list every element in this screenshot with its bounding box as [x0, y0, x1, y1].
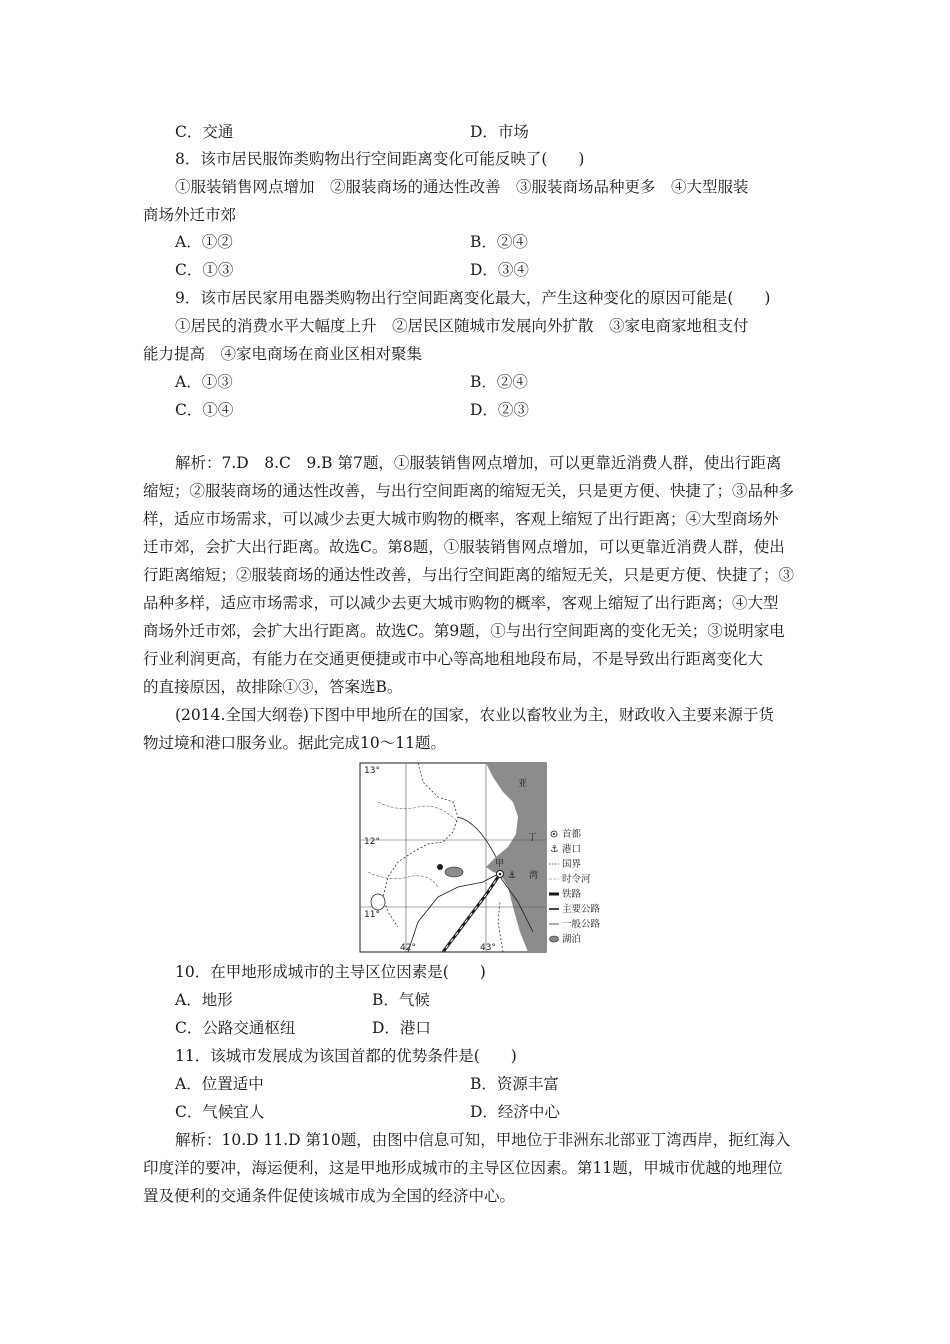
- q9-items-line1: ①居民的消费水平大幅度上升 ②居民区随城市发展向外扩散 ③家电商家地租支付: [175, 317, 749, 335]
- intro-line1: (2014.全国大纲卷)下图中甲地所在的国家，农业以畜牧业为主，财政收入主要来源于货: [175, 706, 774, 724]
- analysis1-line9: 的直接原因，故排除①③，答案选B。: [143, 678, 403, 696]
- djibouti-map: [358, 762, 628, 954]
- analysis2-line1: 解析：10.D 11.D 第10题，由图中信息可知，甲地位于非洲东北部亚丁湾西岸，扼红海入: [175, 1131, 791, 1149]
- intro-line2: 物过境和港口服务业。据此完成10～11题。: [143, 734, 446, 752]
- analysis1-line3: 样，适应市场需求，可以减少去更大城市购物的概率，客观上缩短了出行距离；④大型商场外: [143, 510, 779, 528]
- label-jia: 甲: [495, 859, 505, 869]
- q11-stem: 11．该城市发展成为该国首都的优势条件是( ): [175, 1047, 517, 1065]
- legend-railway: 铁路: [562, 889, 582, 900]
- analysis1-line2: 缩短；②服装商场的通达性改善，与出行空间距离的缩短无关，只是更方便、快捷了；③品种多: [143, 482, 795, 500]
- q9-option-d: D．②③: [470, 401, 529, 419]
- q7-option-d: D．市场: [470, 123, 529, 141]
- port-icon: ⚓: [550, 844, 559, 855]
- q9-option-b: B．②④: [470, 373, 528, 391]
- q10-option-b: B．气候: [372, 991, 430, 1009]
- analysis1-line6: 品种多样，适应市场需求，可以减少去更大城市购物的概率，客观上缩短了出行距离；④大型: [143, 594, 779, 612]
- q8-items-line1: ①服装销售网点增加 ②服装商场的通达性改善 ③服装商场品种更多 ④大型服装: [175, 178, 749, 196]
- q11-option-c: C．气候宜人: [175, 1103, 265, 1121]
- legend-main-road: 主要公路: [562, 904, 601, 915]
- q11-option-a: A．位置适中: [175, 1075, 264, 1093]
- legend-lake: 湖泊: [562, 934, 582, 945]
- analysis2-line2: 印度洋的要冲，海运便利，这是甲地形成城市的主导区位因素。第11题，甲城市优越的地理位: [143, 1159, 783, 1177]
- q9-items-line2: 能力提高 ④家电商场在商业区相对聚集: [143, 345, 423, 363]
- q8-option-c: C．①③: [175, 261, 234, 279]
- legend-border: 国界: [562, 859, 582, 870]
- q11-option-d: D．经济中心: [470, 1103, 560, 1121]
- lat-label-11: 11°: [364, 910, 380, 920]
- legend-seasonal-river: 时令河: [562, 874, 591, 885]
- q8-option-b: B．②④: [470, 233, 528, 251]
- analysis1-line1: 解析：7.D 8.C 9.B 第7题，①服装销售网点增加，可以更靠近消费人群，使出行距离: [175, 454, 782, 472]
- q9-option-a: A．①③: [175, 373, 233, 391]
- analysis1-line8: 行业利润更高，有能力在交通更便捷或市中心等高地租地段布局，不是导致出行距离变化大: [143, 650, 764, 668]
- label-ya: 亚: [518, 779, 528, 789]
- town-dot: [437, 864, 443, 870]
- label-ding: 丁: [528, 833, 538, 843]
- q9-option-c: C．①④: [175, 401, 234, 419]
- q8-option-a: A．①②: [175, 233, 233, 251]
- analysis1-line5: 行距离缩短；②服装商场的通达性改善，与出行空间距离的缩短无关，只是更方便、快捷了；③: [143, 566, 795, 584]
- q11-option-b: B．资源丰富: [470, 1075, 559, 1093]
- q10-option-a: A．地形: [175, 991, 233, 1009]
- q7-option-c: C．交通: [175, 123, 234, 141]
- lake-assal: [445, 867, 463, 877]
- q10-option-d: D．港口: [372, 1019, 431, 1037]
- lon-label-43: 43°: [480, 943, 496, 953]
- q10-option-c: C．公路交通枢纽: [175, 1019, 296, 1037]
- q8-stem: 8．该市居民服饰类购物出行空间距离变化可能反映了( ): [175, 150, 585, 168]
- capital-marker-dot: [499, 873, 502, 876]
- analysis1-line4: 迁市郊，会扩大出行距离。故选C。第8题，①服装销售网点增加，可以更靠近消费人群，使出: [143, 538, 785, 556]
- analysis1-line7: 商场外迁市郊，会扩大出行距离。故选C。第9题，①与出行空间距离的变化无关；③说明家电: [143, 622, 785, 640]
- legend-port: 港口: [562, 844, 582, 855]
- q8-items-line2: 商场外迁市郊: [143, 206, 237, 224]
- port-symbol: ⚓: [508, 871, 517, 881]
- legend-general-road: 一般公路: [562, 919, 601, 930]
- label-wan: 湾: [529, 871, 539, 881]
- lat-label-13: 13°: [364, 766, 380, 776]
- q10-stem: 10．在甲地形成城市的主导区位因素是( ): [175, 963, 486, 981]
- lon-label-42: 42°: [400, 943, 416, 953]
- lat-label-12: 12°: [364, 837, 380, 847]
- map-legend: [549, 828, 601, 945]
- q9-stem: 9．该市居民家用电器类购物出行空间距离变化最大，产生这种变化的原因可能是( ): [175, 289, 771, 307]
- legend-capital: 首都: [562, 829, 582, 840]
- analysis2-line3: 置及便利的交通条件促使该城市成为全国的经济中心。: [143, 1187, 516, 1205]
- q8-option-d: D．③④: [470, 261, 529, 279]
- lake-abbe: [371, 894, 385, 910]
